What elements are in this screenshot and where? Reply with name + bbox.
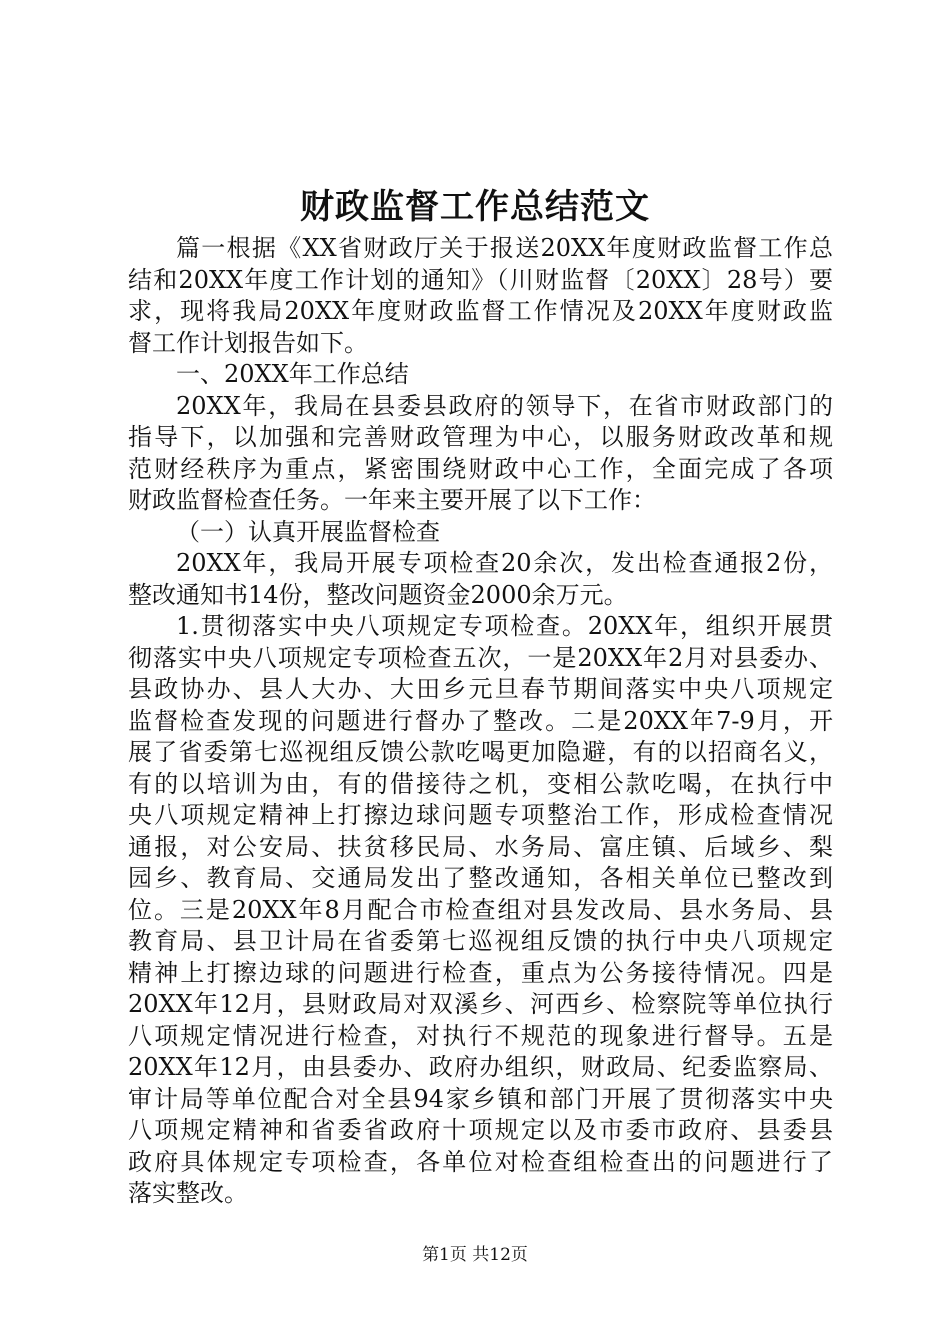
body-text-line: 八项规定精神和省委省政府十项规定以及市委市政府、县委县: [128, 1116, 833, 1144]
body-text-line: 落实整改。: [128, 1179, 248, 1207]
body-text-line: 县政协办、县人大办、大田乡元旦春节期间落实中央八项规定: [128, 675, 833, 703]
body-text-line: 范财经秩序为重点，紧密围绕财政中心工作，全面完成了各项: [128, 454, 833, 483]
body-text-line: 20XX年12月，由县委办、政府办组织，财政局、纪委监察局、: [128, 1053, 833, 1081]
body-text-line: 精神上打擦边球的问题进行检查，重点为公务接待情况。四是: [128, 958, 833, 987]
body-text-line: 整改通知书14份，整改问题资金2000余万元。: [128, 580, 628, 609]
body-text-line: 政府具体规定专项检查，各单位对检查组检查出的问题进行了: [128, 1147, 833, 1176]
body-text-line: 财政监督检查任务。一年来主要开展了以下工作：: [128, 486, 656, 514]
body-text-line: 求，现将我局20XX年度财政监督工作情况及20XX年度财政监: [128, 297, 833, 325]
body-text-line: （一）认真开展监督检查: [176, 517, 440, 546]
body-text-line: 督工作计划报告如下。: [128, 328, 368, 357]
page-footer: 第1页 共12页: [422, 1245, 528, 1265]
body-text-line: 20XX年12月，县财政局对双溪乡、河西乡、检察院等单位执行: [128, 990, 833, 1018]
body-text-line: 八项规定情况进行检查，对执行不规范的现象进行督导。五是: [128, 1021, 833, 1050]
body-text-line: 结和20XX年度工作计划的通知》（川财监督〔20XX〕28号）要: [128, 265, 833, 294]
document-title: 财政监督工作总结范文: [300, 187, 650, 227]
body-text-line: 监督检查发现的问题进行督办了整改。二是20XX年7-9月，开: [128, 706, 833, 735]
body-text-line: 1.贯彻落实中央八项规定专项检查。20XX年，组织开展贯: [176, 612, 833, 640]
body-text-line: 20XX年，我局在县委县政府的领导下，在省市财政部门的: [176, 391, 833, 420]
document-body: [128, 233, 833, 1210]
body-text-line: 通报，对公安局、扶贫移民局、水务局、富庄镇、后域乡、梨: [128, 832, 833, 861]
body-text-line: 教育局、县卫计局在省委第七巡视组反馈的执行中央八项规定: [128, 927, 833, 955]
body-text-line: 审计局等单位配合对全县94家乡镇和部门开展了贯彻落实中央: [128, 1084, 833, 1113]
body-text-line: 位。三是20XX年8月配合市检查组对县发改局、县水务局、县: [128, 895, 833, 924]
body-text-line: 篇一根据《XX省财政厅关于报送20XX年度财政监督工作总: [176, 234, 833, 262]
body-text-line: 一、20XX年工作总结: [176, 360, 409, 388]
body-text-line: 央八项规定精神上打擦边球问题专项整治工作，形成检查情况: [128, 801, 833, 829]
body-text-line: 有的以培训为由，有的借接待之机，变相公款吃喝，在执行中: [128, 769, 833, 798]
body-text-line: 园乡、教育局、交通局发出了整改通知，各相关单位已整改到: [128, 864, 833, 892]
body-text-line: 彻落实中央八项规定专项检查五次，一是20XX年2月对县委办、: [128, 643, 833, 672]
body-text-line: 指导下，以加强和完善财政管理为中心，以服务财政改革和规: [128, 423, 833, 451]
body-text-line: 展了省委第七巡视组反馈公款吃喝更加隐避，有的以招商名义，: [128, 738, 833, 766]
body-text-line: 20XX年，我局开展专项检查20余次，发出检查通报2份，: [176, 549, 833, 577]
